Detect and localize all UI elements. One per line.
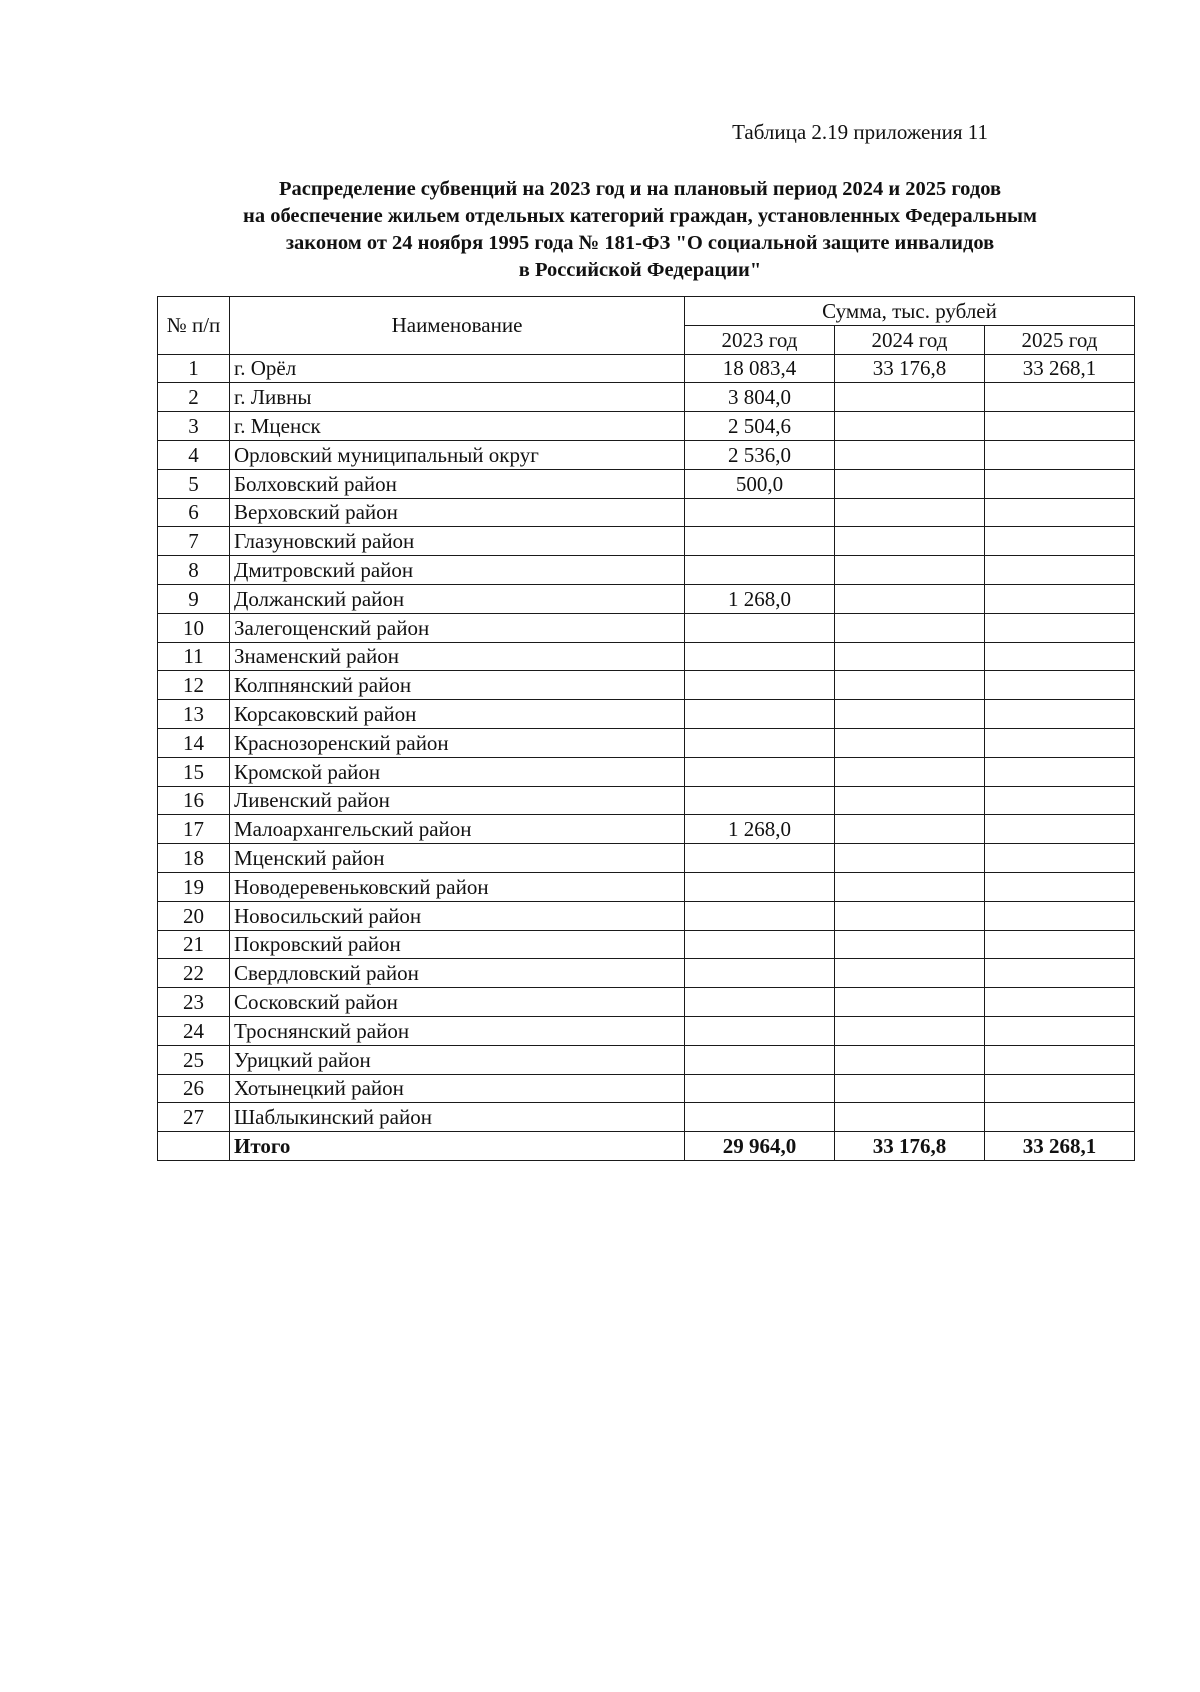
- title-line: в Российской Федерации": [518, 259, 762, 281]
- table-header: [158, 297, 1135, 355]
- cell-2023: [685, 988, 835, 1017]
- table-row: [158, 671, 1135, 700]
- cell-name: Урицкий район: [230, 1045, 685, 1074]
- cell-num: 22: [158, 959, 230, 988]
- cell-2024: [835, 469, 985, 498]
- cell-2024: [835, 613, 985, 642]
- cell-num: 25: [158, 1045, 230, 1074]
- cell-2024: [835, 440, 985, 469]
- cell-2025: [985, 383, 1135, 412]
- table-row: [158, 527, 1135, 556]
- cell-2024: [835, 1045, 985, 1074]
- cell-2025: [985, 1045, 1135, 1074]
- table-row: [158, 440, 1135, 469]
- cell-name: Болховский район: [230, 469, 685, 498]
- cell-2023: [685, 671, 835, 700]
- cell-2024: [835, 988, 985, 1017]
- cell-num: 19: [158, 872, 230, 901]
- title-line: Распределение субвенций на 2023 год и на плановый период 2024 и 2025 годов: [278, 178, 1002, 200]
- cell-name: Новосильский район: [230, 901, 685, 930]
- cell-name: г. Мценск: [230, 412, 685, 441]
- table-row: [158, 642, 1135, 671]
- cell-num: 24: [158, 1016, 230, 1045]
- title-line: на обеспечение жильем отдельных категорий граждан, установленных Федеральным: [243, 205, 1037, 227]
- table-row: [158, 383, 1135, 412]
- cell-2025: [985, 412, 1135, 441]
- cell-2025: [985, 872, 1135, 901]
- table-row: [158, 872, 1135, 901]
- cell-name: Сосковский район: [230, 988, 685, 1017]
- cell-2023: 500,0: [685, 469, 835, 498]
- header-sum: Сумма, тыс. рублей: [685, 297, 1135, 326]
- cell-name: Троснянский район: [230, 1016, 685, 1045]
- cell-name: Орловский муниципальный округ: [230, 440, 685, 469]
- cell-2025: [985, 757, 1135, 786]
- table-row: [158, 584, 1135, 613]
- cell-2025: [985, 786, 1135, 815]
- table-row: [158, 354, 1135, 383]
- table-row: [158, 930, 1135, 959]
- cell-num: 15: [158, 757, 230, 786]
- table-row: [158, 1016, 1135, 1045]
- cell-2023: 18 083,4: [685, 354, 835, 383]
- cell-name: Шаблыкинский район: [230, 1103, 685, 1132]
- cell-2025: [985, 700, 1135, 729]
- cell-2024: [835, 1074, 985, 1103]
- cell-2024: [835, 901, 985, 930]
- cell-num: [158, 1132, 230, 1161]
- cell-2023: [685, 786, 835, 815]
- cell-name: Колпнянский район: [230, 671, 685, 700]
- cell-2024: [835, 527, 985, 556]
- cell-num: 27: [158, 1103, 230, 1132]
- cell-name: Покровский район: [230, 930, 685, 959]
- cell-num: 1: [158, 354, 230, 383]
- cell-2024: 33 176,8: [835, 1132, 985, 1161]
- cell-num: 26: [158, 1074, 230, 1103]
- cell-num: 4: [158, 440, 230, 469]
- cell-name: Кромской район: [230, 757, 685, 786]
- cell-name: Глазуновский район: [230, 527, 685, 556]
- cell-2023: [685, 872, 835, 901]
- cell-2025: [985, 1074, 1135, 1103]
- cell-name: г. Орёл: [230, 354, 685, 383]
- cell-2023: [685, 1045, 835, 1074]
- cell-2025: [985, 613, 1135, 642]
- cell-2024: [835, 1103, 985, 1132]
- table-row: [158, 700, 1135, 729]
- cell-name: Краснозоренский район: [230, 728, 685, 757]
- cell-name: Малоархангельский район: [230, 815, 685, 844]
- cell-2023: 3 804,0: [685, 383, 835, 412]
- cell-2025: [985, 728, 1135, 757]
- cell-2023: [685, 556, 835, 585]
- cell-2023: [685, 1103, 835, 1132]
- cell-2023: [685, 700, 835, 729]
- cell-2025: [985, 959, 1135, 988]
- cell-name: Знаменский район: [230, 642, 685, 671]
- cell-2023: 2 536,0: [685, 440, 835, 469]
- cell-num: 8: [158, 556, 230, 585]
- cell-2025: [985, 671, 1135, 700]
- cell-num: 14: [158, 728, 230, 757]
- cell-2024: [835, 844, 985, 873]
- cell-2023: [685, 728, 835, 757]
- table-body: [158, 354, 1135, 1160]
- cell-2025: [985, 988, 1135, 1017]
- cell-name: Итого: [230, 1132, 685, 1161]
- cell-2025: [985, 1103, 1135, 1132]
- cell-num: 2: [158, 383, 230, 412]
- cell-name: Залегощенский район: [230, 613, 685, 642]
- table-row: [158, 757, 1135, 786]
- cell-2024: [835, 383, 985, 412]
- cell-2025: [985, 584, 1135, 613]
- total-row: [158, 1132, 1135, 1161]
- cell-2023: [685, 959, 835, 988]
- cell-num: 6: [158, 498, 230, 527]
- cell-2025: [985, 440, 1135, 469]
- cell-2023: [685, 642, 835, 671]
- table-row: [158, 412, 1135, 441]
- cell-2025: [985, 469, 1135, 498]
- cell-2023: [685, 1074, 835, 1103]
- table-row: [158, 498, 1135, 527]
- header-name: Наименование: [230, 297, 685, 355]
- table-row: [158, 1103, 1135, 1132]
- cell-num: 3: [158, 412, 230, 441]
- cell-name: Верховский район: [230, 498, 685, 527]
- cell-num: 23: [158, 988, 230, 1017]
- cell-2024: [835, 872, 985, 901]
- cell-2024: [835, 930, 985, 959]
- cell-2025: [985, 642, 1135, 671]
- cell-num: 7: [158, 527, 230, 556]
- cell-2023: [685, 930, 835, 959]
- cell-2025: 33 268,1: [985, 1132, 1135, 1161]
- cell-2024: [835, 1016, 985, 1045]
- cell-2023: 1 268,0: [685, 584, 835, 613]
- cell-name: Мценский район: [230, 844, 685, 873]
- header-year-2023: 2023 год: [685, 325, 835, 354]
- cell-name: Должанский район: [230, 584, 685, 613]
- cell-name: Ливенский район: [230, 786, 685, 815]
- cell-2023: [685, 844, 835, 873]
- cell-2025: [985, 556, 1135, 585]
- cell-2024: [835, 642, 985, 671]
- document-title: [150, 176, 1130, 284]
- table-row: [158, 844, 1135, 873]
- table-row: [158, 901, 1135, 930]
- cell-2025: [985, 498, 1135, 527]
- table-row: [158, 1045, 1135, 1074]
- cell-num: 13: [158, 700, 230, 729]
- table-row: [158, 469, 1135, 498]
- cell-num: 10: [158, 613, 230, 642]
- table-row: [158, 1074, 1135, 1103]
- cell-name: Хотынецкий район: [230, 1074, 685, 1103]
- table-row: [158, 728, 1135, 757]
- header-num: № п/п: [158, 297, 230, 355]
- cell-2024: [835, 700, 985, 729]
- cell-name: Новодеревеньковский район: [230, 872, 685, 901]
- cell-2023: [685, 527, 835, 556]
- cell-2024: [835, 815, 985, 844]
- header-year-2025: 2025 год: [985, 325, 1135, 354]
- cell-2023: [685, 1016, 835, 1045]
- cell-2025: 33 268,1: [985, 354, 1135, 383]
- cell-num: 18: [158, 844, 230, 873]
- cell-2024: [835, 498, 985, 527]
- cell-2024: [835, 757, 985, 786]
- cell-2024: [835, 412, 985, 441]
- cell-2023: [685, 613, 835, 642]
- cell-num: 20: [158, 901, 230, 930]
- title-line: законом от 24 ноября 1995 года № 181-ФЗ "О социальной защите инвалидов: [285, 232, 995, 254]
- cell-2024: [835, 671, 985, 700]
- cell-2025: [985, 930, 1135, 959]
- cell-2024: [835, 728, 985, 757]
- cell-num: 9: [158, 584, 230, 613]
- cell-2023: 2 504,6: [685, 412, 835, 441]
- cell-num: 11: [158, 642, 230, 671]
- table-row: [158, 556, 1135, 585]
- table-reference: Таблица 2.19 приложения 11: [732, 120, 988, 144]
- cell-2025: [985, 844, 1135, 873]
- cell-num: 16: [158, 786, 230, 815]
- cell-num: 12: [158, 671, 230, 700]
- cell-num: 21: [158, 930, 230, 959]
- cell-2024: [835, 959, 985, 988]
- cell-2024: [835, 584, 985, 613]
- cell-num: 5: [158, 469, 230, 498]
- table-row: [158, 786, 1135, 815]
- table-row: [158, 815, 1135, 844]
- table-row: [158, 959, 1135, 988]
- cell-2023: [685, 757, 835, 786]
- cell-2023: [685, 901, 835, 930]
- cell-2024: [835, 786, 985, 815]
- table-row: [158, 613, 1135, 642]
- subsidy-table: [157, 296, 1135, 1161]
- cell-num: 17: [158, 815, 230, 844]
- cell-name: Свердловский район: [230, 959, 685, 988]
- cell-2025: [985, 815, 1135, 844]
- cell-2025: [985, 901, 1135, 930]
- cell-2025: [985, 527, 1135, 556]
- cell-2023: [685, 498, 835, 527]
- cell-2024: 33 176,8: [835, 354, 985, 383]
- cell-2023: 1 268,0: [685, 815, 835, 844]
- header-year-2024: 2024 год: [835, 325, 985, 354]
- cell-2025: [985, 1016, 1135, 1045]
- table-row: [158, 988, 1135, 1017]
- cell-2023: 29 964,0: [685, 1132, 835, 1161]
- cell-name: Корсаковский район: [230, 700, 685, 729]
- cell-name: Дмитровский район: [230, 556, 685, 585]
- cell-2024: [835, 556, 985, 585]
- cell-name: г. Ливны: [230, 383, 685, 412]
